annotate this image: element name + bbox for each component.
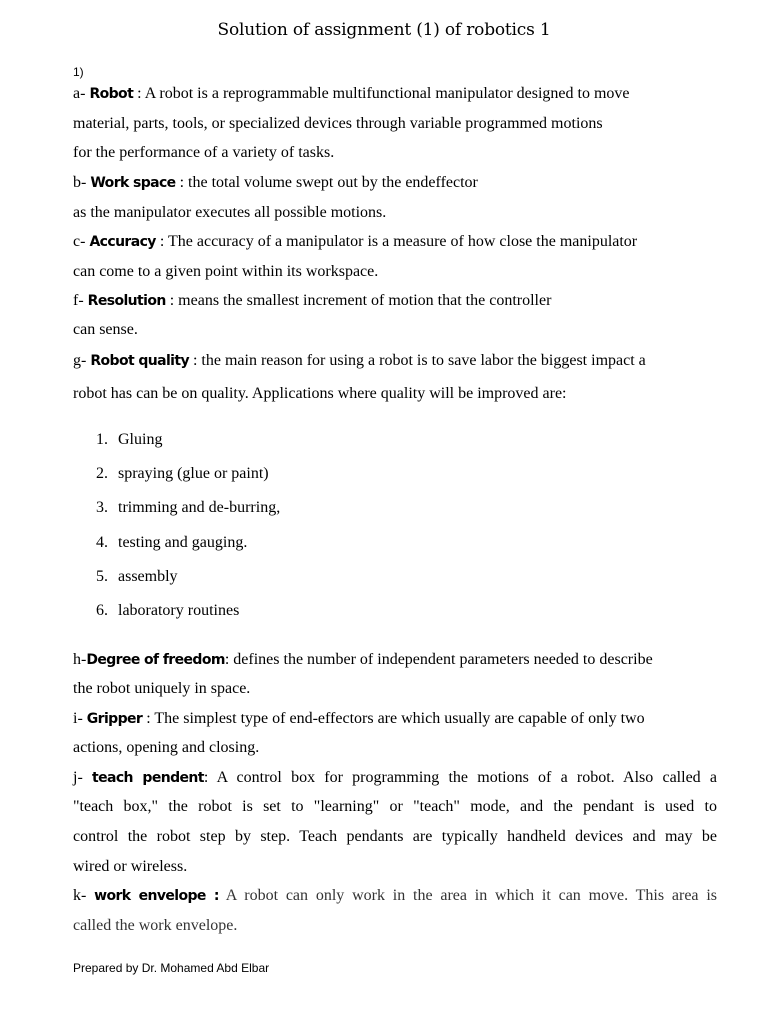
page-title: Solution of assignment (1) of robotics 1 bbox=[217, 20, 551, 40]
item-prefix: c- bbox=[73, 233, 90, 250]
list-item bbox=[96, 431, 162, 449]
definition-text: : The accuracy of a manipulator is a measure of how close the manipulator bbox=[155, 233, 638, 250]
definition-continuation: actions, opening and closing. bbox=[73, 739, 260, 756]
definition-text: : A control box for programming the motions of a robot. Also called a bbox=[203, 769, 717, 786]
item-prefix: i- bbox=[73, 710, 87, 727]
definition-continuation: called the work envelope. bbox=[73, 917, 238, 934]
definition-continuation: material, parts, tools, or specialized devices through variable programmed motions bbox=[73, 115, 603, 132]
definition-continuation: "teach box," the robot is set to "learning" or "teach" mode, and the pendant is used to bbox=[73, 798, 717, 815]
definition-text: : the total volume swept out by the endeffector bbox=[175, 174, 478, 191]
definition-text: : A robot is a reprogrammable multifunctional manipulator designed to move bbox=[133, 85, 630, 102]
definition-gripper bbox=[73, 709, 645, 729]
item-prefix: g- bbox=[73, 352, 91, 369]
term-teach-pendent: teach pendent bbox=[92, 770, 204, 786]
term-gripper: Gripper bbox=[86, 711, 143, 727]
list-text: assembly bbox=[118, 568, 178, 585]
definition-resolution bbox=[73, 291, 551, 311]
definition-continuation: can come to a given point within its workspace. bbox=[73, 263, 379, 280]
list-item bbox=[96, 499, 280, 517]
term-work-space: Work space bbox=[90, 175, 176, 191]
definition-teach-pendent bbox=[73, 768, 717, 788]
list-item bbox=[96, 465, 269, 483]
definition-continuation: the robot uniquely in space. bbox=[73, 680, 251, 697]
term-degree-of-freedom: Degree of freedom bbox=[86, 652, 225, 668]
definition-text: : defines the number of independent parameters needed to describe bbox=[224, 651, 653, 668]
definition-text: A robot can only work in the area in which it can move. This area is bbox=[218, 887, 718, 904]
page-footer: Prepared by Dr. Mohamed Abd Elbar bbox=[73, 961, 270, 975]
definition-continuation: can sense. bbox=[73, 321, 138, 338]
item-prefix: j- bbox=[73, 769, 92, 786]
definition-continuation: as the manipulator executes all possible motions. bbox=[73, 204, 387, 221]
item-prefix: f- bbox=[73, 292, 88, 309]
definition-work-envelope bbox=[73, 886, 717, 906]
definition-robot bbox=[73, 84, 630, 104]
term-robot-quality: Robot quality bbox=[90, 353, 189, 369]
list-item bbox=[96, 602, 239, 620]
list-number: 1. bbox=[96, 431, 108, 448]
term-robot: Robot bbox=[89, 86, 134, 102]
list-number: 3. bbox=[96, 499, 108, 516]
definition-text: : means the smallest increment of motion that the controller bbox=[165, 292, 552, 309]
term-work-envelope: work envelope : bbox=[94, 888, 219, 904]
list-text: Gluing bbox=[118, 431, 163, 448]
definition-continuation: control the robot step by step. Teach pendants are typically handheld devices and may be bbox=[73, 828, 717, 845]
definition-text: : The simplest type of end-effectors are which usually are capable of only two bbox=[142, 710, 645, 727]
definition-accuracy bbox=[73, 232, 637, 252]
list-text: testing and gauging. bbox=[118, 534, 248, 551]
term-resolution: Resolution bbox=[87, 293, 166, 309]
definition-work-space bbox=[73, 173, 478, 193]
list-text: trimming and de-burring, bbox=[118, 499, 281, 516]
definition-continuation: wired or wireless. bbox=[73, 858, 188, 875]
list-text: spraying (glue or paint) bbox=[118, 465, 269, 482]
item-prefix: h- bbox=[73, 651, 87, 668]
definition-robot-quality bbox=[73, 351, 646, 371]
definition-continuation: for the performance of a variety of tasks. bbox=[73, 144, 335, 161]
item-prefix: k- bbox=[73, 887, 95, 904]
list-text: laboratory routines bbox=[118, 602, 240, 619]
definition-degree-of-freedom bbox=[73, 650, 653, 670]
item-prefix: a- bbox=[73, 85, 90, 102]
question-number: 1) bbox=[73, 65, 84, 79]
list-number: 4. bbox=[96, 534, 108, 551]
item-prefix: b- bbox=[73, 174, 91, 191]
term-accuracy: Accuracy bbox=[89, 234, 156, 250]
list-item bbox=[96, 534, 247, 552]
list-number: 5. bbox=[96, 568, 108, 585]
list-number: 6. bbox=[96, 602, 108, 619]
definition-continuation: robot has can be on quality. Applications where quality will be improved are: bbox=[73, 385, 567, 402]
definition-text: : the main reason for using a robot is to save labor the biggest impact a bbox=[188, 352, 646, 369]
list-number: 2. bbox=[96, 465, 108, 482]
list-item bbox=[96, 568, 178, 586]
